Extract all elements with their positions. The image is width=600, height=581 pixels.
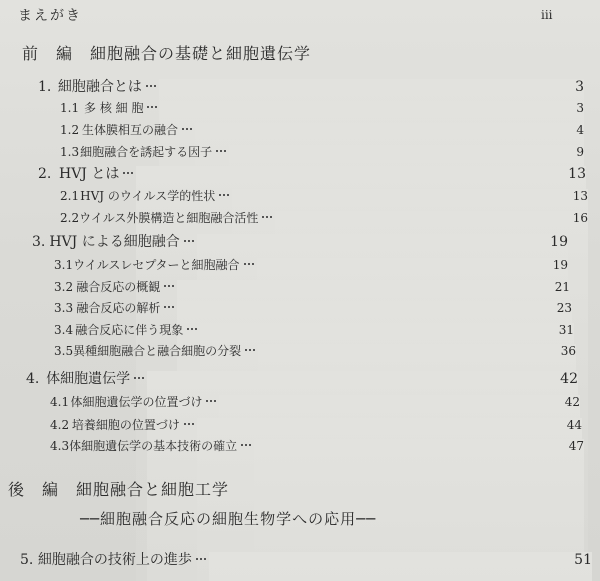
dot-leader xyxy=(244,263,254,265)
section-number: 4.3 xyxy=(50,439,70,453)
section-page: 13 xyxy=(232,189,588,581)
section-number: 1.2 xyxy=(60,123,80,137)
part1-title: 前 編 細胞融合の基礎と細胞遺伝学 xyxy=(22,44,312,63)
chapter-title: HVJ による細胞融合 xyxy=(49,234,180,250)
section-number: 3.2 xyxy=(54,280,74,294)
section-title: ウイルス外膜構造と細胞融合活性 xyxy=(79,211,259,225)
section-page: 47 xyxy=(254,439,584,581)
section-page: 3 xyxy=(160,101,584,581)
dot-leader xyxy=(196,558,206,560)
chapter-number: 4. xyxy=(26,371,40,387)
chapter-number: 2. xyxy=(38,166,52,182)
section-title: 融合反応に伴う現象 xyxy=(75,323,184,337)
chapter-page: 13 xyxy=(136,166,586,581)
chapter-number: 3. xyxy=(32,234,46,250)
part2-title: 後 編 細胞融合と細胞工学 xyxy=(8,480,230,499)
section-title: 体細胞遺伝学の位置づけ xyxy=(70,395,203,409)
dot-leader xyxy=(182,128,192,130)
dot-leader xyxy=(206,400,216,402)
chapter-page: 3 xyxy=(159,79,584,581)
section-page: 21 xyxy=(177,280,570,581)
section-title: 細胞融合を誘起する因子 xyxy=(80,145,213,159)
section-number: 3.3 xyxy=(54,301,74,315)
section-page: 36 xyxy=(258,344,576,581)
section-number: 3.4 xyxy=(54,323,74,337)
toc-chapter-5 xyxy=(20,549,592,581)
dot-leader xyxy=(262,216,272,218)
dot-leader xyxy=(184,240,194,242)
dot-leader xyxy=(184,423,194,425)
section-number: 2.1 xyxy=(60,189,80,203)
section-title: 多 核 細 胞 xyxy=(84,101,144,115)
preface-title: まえがき xyxy=(18,8,82,24)
chapter-title: 体細胞遺伝学 xyxy=(46,371,131,387)
section-number: 4.2 xyxy=(50,418,70,432)
section-title: 生体膜相互の融合 xyxy=(82,123,179,137)
section-page: 44 xyxy=(197,418,582,581)
section-number: 4.1 xyxy=(50,395,70,409)
section-number: 1.3 xyxy=(60,145,80,159)
section-title: 培養細胞の位置づけ xyxy=(71,418,180,432)
section-title: 異種細胞融合と融合細胞の分裂 xyxy=(73,344,242,358)
preface-page-number: iii xyxy=(541,8,553,22)
section-title: HVJ のウイルス学的性状 xyxy=(80,189,216,203)
section-number: 3.1 xyxy=(54,258,74,272)
dot-leader xyxy=(123,172,133,174)
chapter-title: 細胞融合の技術上の進歩 xyxy=(37,552,192,568)
section-number: 1.1 xyxy=(60,101,80,115)
dot-leader xyxy=(146,85,156,87)
dot-leader xyxy=(241,444,251,446)
chapter-number: 1. xyxy=(38,79,52,95)
dot-leader xyxy=(147,106,157,108)
chapter-page: 42 xyxy=(147,371,578,581)
section-page: 19 xyxy=(257,258,568,581)
section-page: 23 xyxy=(177,301,572,581)
dot-leader xyxy=(164,285,174,287)
section-title: ウイルスレセプターと細胞融合 xyxy=(73,258,240,272)
chapter-title: 細胞融合とは xyxy=(57,79,142,95)
section-title: 融合反応の解析 xyxy=(76,301,161,315)
section-title: 融合反応の概観 xyxy=(76,280,161,294)
section-title: 体細胞遺伝学の基本技術の確立 xyxy=(69,439,238,453)
chapter-page: 19 xyxy=(197,234,568,581)
section-number: 3.5 xyxy=(54,344,74,358)
dot-leader xyxy=(219,194,229,196)
chapter-page: 51 xyxy=(209,552,592,581)
dot-leader xyxy=(216,150,226,152)
section-page: 16 xyxy=(275,211,588,581)
section-page: 4 xyxy=(195,123,584,581)
dot-leader xyxy=(164,306,174,308)
section-page: 31 xyxy=(200,323,574,581)
dot-leader xyxy=(187,328,197,330)
section-page: 42 xyxy=(219,395,580,581)
dot-leader xyxy=(245,349,255,351)
dot-leader xyxy=(134,377,144,379)
section-page: 9 xyxy=(229,145,584,581)
part2-subtitle: ──細胞融合反応の細胞生物学への応用── xyxy=(80,510,377,528)
section-number: 2.2 xyxy=(60,211,80,225)
chapter-number: 5. xyxy=(20,552,34,568)
chapter-title: HVJ とは xyxy=(58,166,120,182)
